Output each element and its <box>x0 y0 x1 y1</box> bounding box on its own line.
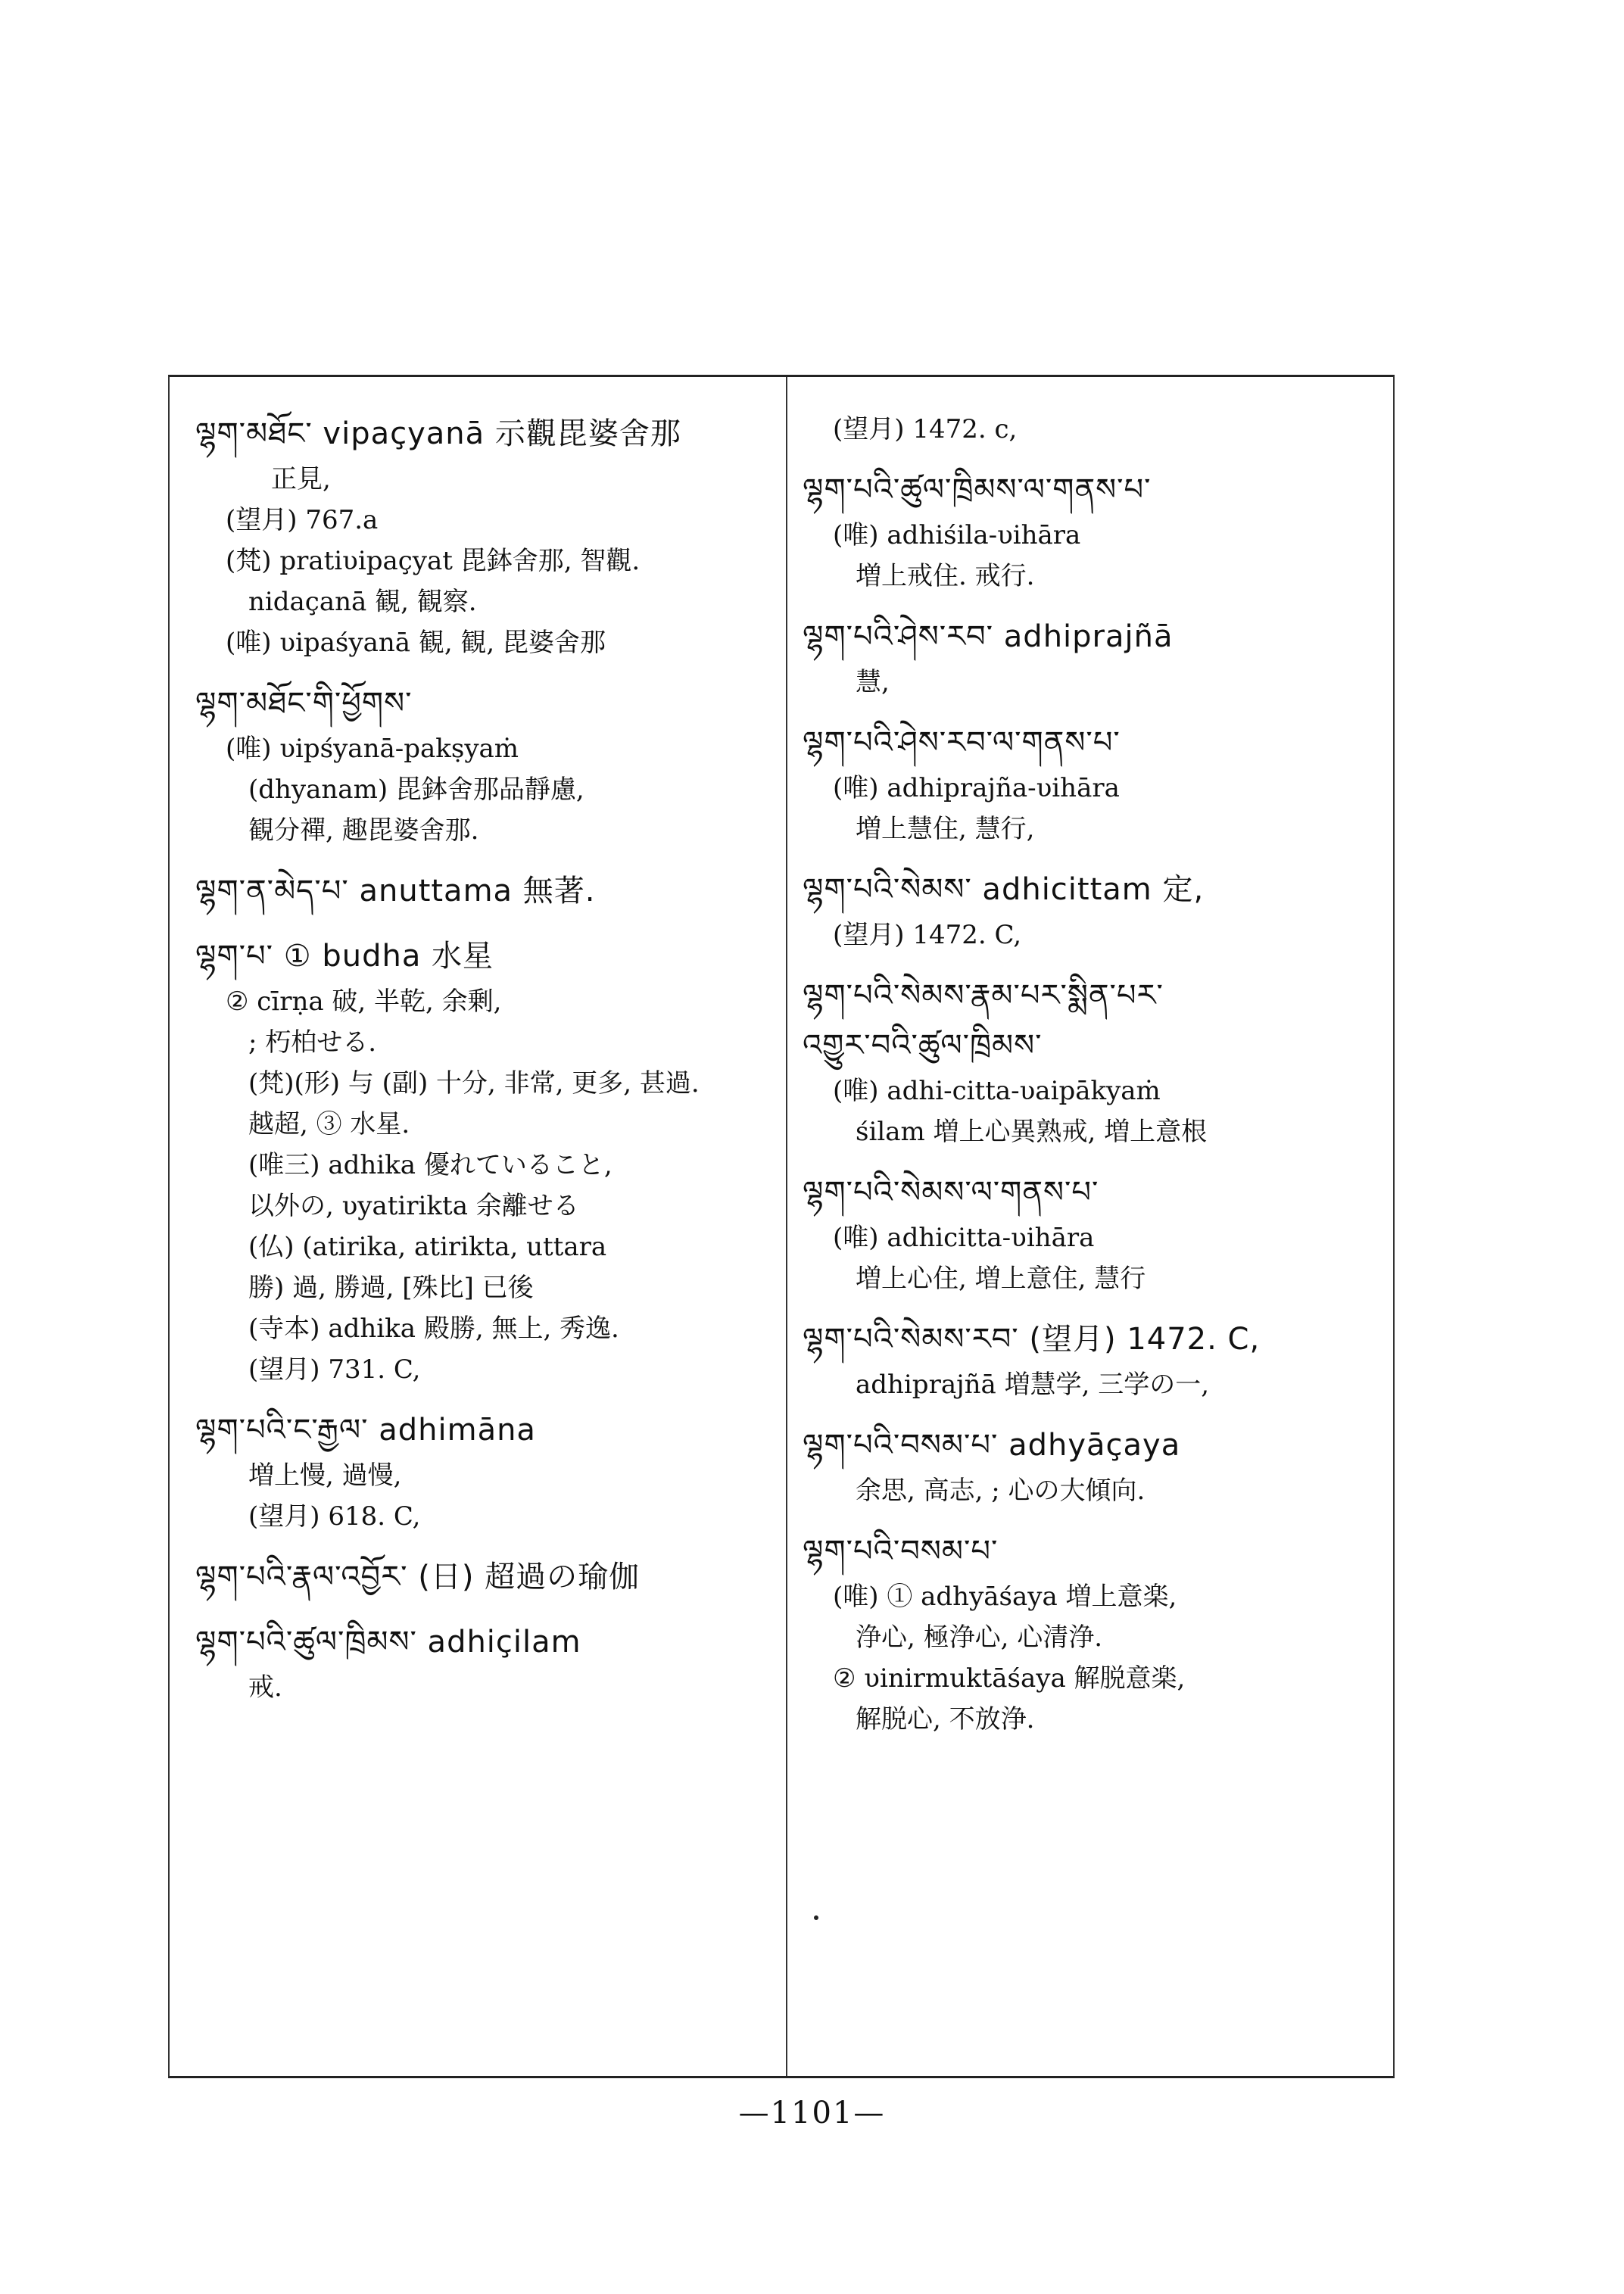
entry-headword: ལྷག་པའི་ཚུལ་ཁྲིམས་ལ་གནས་པ་ <box>803 472 1152 507</box>
page-number: —1101— <box>738 2096 886 2130</box>
dictionary-entry <box>195 678 771 851</box>
entry-headword: ལྷག་མཐོང་གི་ཕྱོགས་ <box>195 686 413 721</box>
entry-line: (望月) 731. C, <box>248 1354 421 1385</box>
entry-line: 越超, ③ 水星. <box>248 1109 410 1139</box>
stray-dot <box>814 1915 818 1920</box>
entry-line: 以外の, υyatirikta 余離せる <box>248 1191 579 1221</box>
dictionary-entry <box>195 409 771 663</box>
dictionary-entry <box>803 1526 1378 1740</box>
entry-line: (唯) adhi-citta-υaipākyaṁ <box>833 1076 1161 1106</box>
left-column <box>195 409 771 1723</box>
entry-headword: འགྱུར་བའི་ཚུལ་ཁྲིམས་ <box>803 1028 1043 1063</box>
entry-line: ② cīrṇa 破, 半乾, 余剰, <box>226 986 502 1017</box>
dictionary-entry <box>195 1617 771 1708</box>
entry-line: 余思, 高志, ; 心の大傾向. <box>856 1476 1146 1506</box>
entry-headword: ལྷག་པའི་བསམ་པ་ <box>803 1534 999 1569</box>
entry-headword: ལྷག་ན་མེད་པ་ anuttama 無著. <box>195 874 596 909</box>
dictionary-entry <box>803 1167 1378 1299</box>
entry-headword: ལྷག་པའི་བསམ་པ་ adhyāçaya <box>803 1428 1181 1463</box>
entry-line: (寺本) adhika 殿勝, 無上, 秀逸. <box>248 1314 619 1344</box>
dictionary-entry <box>803 612 1378 703</box>
entry-line: (望月) 1472. c, <box>833 414 1018 444</box>
entry-line: (唯) adhiśila-υihāra <box>833 520 1081 550</box>
dictionary-entry <box>195 931 771 1390</box>
entry-line: (望月) 767.a <box>226 505 379 535</box>
entry-line: (唯) υipśyanā-pakṣyaṁ <box>226 734 519 764</box>
entry-headword: ལྷག་པའི་སེམས་ལ་གནས་པ་ <box>803 1175 1099 1210</box>
entry-line: (梵) pratiυipaçyat 毘鉢舍那, 智觀. <box>226 546 641 576</box>
right-column <box>803 409 1378 1755</box>
entry-line: (唯) adhicitta-υihāra <box>833 1223 1095 1253</box>
entry-line: 増上戒住. 戒行. <box>856 561 1035 591</box>
entry-line: (唯) ① adhyāśaya 増上意楽, <box>833 1582 1177 1612</box>
entry-line: (望月) 618. C, <box>248 1501 421 1532</box>
entry-line: 解脱心, 不放浄. <box>856 1704 1035 1735</box>
entry-headword: ལྷག་མཐོང་ vipaçyanā 示觀毘婆舍那 <box>195 416 681 451</box>
dictionary-entry <box>803 409 1378 450</box>
entry-line: (梵)(形) 与 (副) 十分, 非常, 更多, 甚過. <box>248 1068 700 1099</box>
entry-line: ; 朽柏せる. <box>248 1027 377 1058</box>
dictionary-entry <box>195 1405 771 1537</box>
entry-line: nidaçanā 観, 観察. <box>248 587 477 617</box>
entry-line: 戒. <box>248 1672 282 1703</box>
entry-line: 増上心住, 増上意住, 慧行 <box>856 1264 1146 1294</box>
entry-line: adhiprajñā 増慧学, 三学の一, <box>856 1370 1210 1400</box>
entry-headword: ལྷག་པའི་ཚུལ་ཁྲིམས་ adhiçilam <box>195 1625 581 1660</box>
entry-line: (望月) 1472. C, <box>833 920 1022 950</box>
entry-headword: ལྷག་པའི་ཤེས་རབ་ལ་གནས་པ་ <box>803 725 1121 760</box>
dictionary-entry <box>803 1314 1378 1405</box>
dictionary-entry <box>803 865 1378 955</box>
entry-headword: ལྷག་པའི་སེམས་རྣམ་པར་སྨིན་པར་ <box>803 978 1164 1013</box>
entry-line: (唯) υipaśyanā 観, 観, 毘婆舍那 <box>226 628 606 658</box>
entry-line: 勝) 過, 勝過, [殊比] 已後 <box>248 1273 534 1303</box>
entry-line: (唯三) adhika 優れていること, <box>248 1150 613 1180</box>
dictionary-entry <box>195 1552 771 1602</box>
entry-headword: ལྷག་པའི་སེམས་རབ་ (望月) 1472. C, <box>803 1322 1261 1357</box>
entry-line: 観分禪, 趣毘婆舍那. <box>248 815 479 846</box>
entry-line: 浄心, 極浄心, 心清浄. <box>856 1622 1103 1653</box>
entry-headword: ལྷག་པའི་རྣལ་འབྱོར་ (日) 超過の瑜伽 <box>195 1560 641 1594</box>
entry-line: 正見, <box>271 464 331 494</box>
dictionary-entry <box>803 971 1378 1152</box>
entry-line: (仏) (atirika, atirikta, uttara <box>248 1232 607 1262</box>
column-divider <box>786 377 787 2076</box>
entry-line: (唯) adhiprajña-υihāra <box>833 773 1120 803</box>
entry-line: śilam 増上心異熟戒, 増上意根 <box>856 1117 1208 1147</box>
dictionary-entry <box>195 866 771 916</box>
dictionary-entry <box>803 718 1378 849</box>
entry-line: 慧, <box>856 667 890 697</box>
entry-line: 増上慢, 過慢, <box>248 1460 402 1491</box>
dictionary-entry <box>803 1420 1378 1511</box>
entry-line: ② υinirmuktāśaya 解脱意楽, <box>833 1663 1186 1694</box>
dictionary-entry <box>803 465 1378 597</box>
entry-headword: ལྷག་པའི་ཤེས་རབ་ adhiprajñā <box>803 619 1174 654</box>
entry-headword: ལྷག་པའི་སེམས་ adhicittam 定, <box>803 872 1205 907</box>
entry-line: 増上慧住, 慧行, <box>856 814 1035 844</box>
entry-headword: ལྷག་པ་ ① budha 水星 <box>195 939 494 974</box>
entry-line: (dhyanam) 毘鉢舍那品靜慮, <box>248 775 584 805</box>
entry-headword: ལྷག་པའི་ང་རྒྱལ་ adhimāna <box>195 1413 536 1448</box>
